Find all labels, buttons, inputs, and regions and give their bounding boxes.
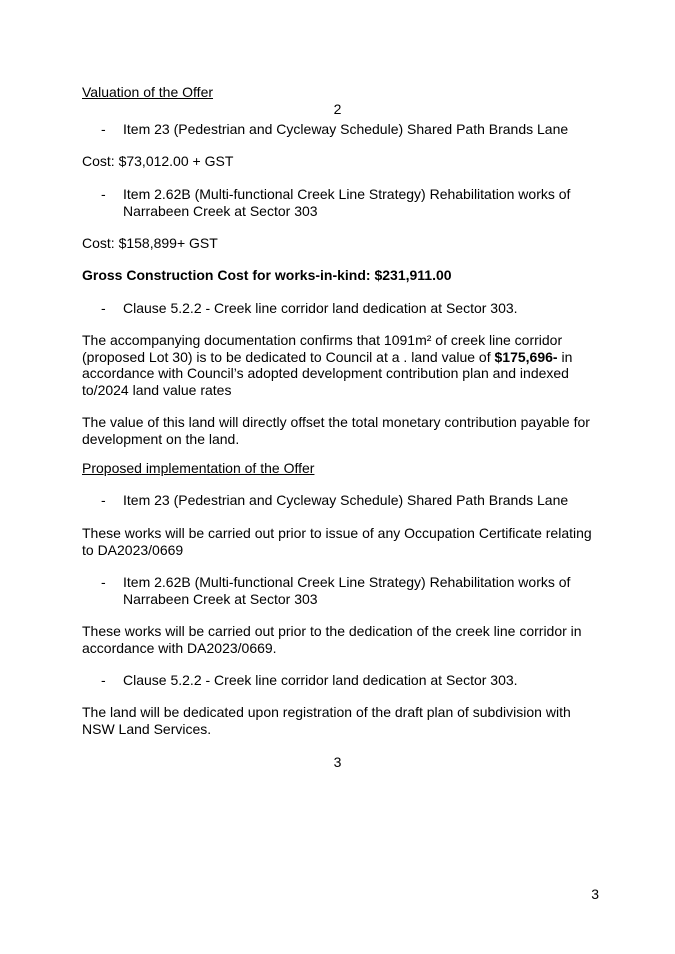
page-marker-2: 2 [333,101,342,117]
implementation-text-3: The land will be dedicated upon registration of the draft plan of subdivision with NSW Land Services. [82,704,571,737]
land-dedication-paragraph [82,332,602,398]
gross-construction-cost: Gross Construction Cost for works-in-kind: $231,911.00 [82,267,452,283]
bullet-dash: - [101,574,106,590]
implementation-item-23: Item 23 (Pedestrian and Cycleway Schedule) Shared Path Brands Lane [123,492,569,508]
bullet-dash: - [101,672,106,688]
bullet-dash: - [101,121,106,137]
bullet-dash: - [101,186,106,202]
implementation-text-1: These works will be carried out prior to issue of any Occupation Certificate relating to DA2023/0669 [82,525,592,558]
valuation-clause-5-2-2: Clause 5.2.2 - Creek line corridor land dedication at Sector 303. [123,300,518,316]
land-dedication-text-a: The accompanying documentation confirms that 1091m² of creek line corridor (proposed Lot 30) is to be dedicated to Council at a . land value of [82,332,563,365]
bullet-dash: - [101,300,106,316]
valuation-cost-2: Cost: $158,899+ GST [82,235,218,251]
land-dedication-text-b: in accordance with Council’s adopted development contribution plan and indexed to/2024 land value rates [82,348,573,398]
valuation-cost-1: Cost: $73,012.00 + GST [82,153,234,169]
implementation-item-2-62b: Item 2.62B (Multi-functional Creek Line Strategy) Rehabilitation works of Narrabeen Creek at Sector 303 [123,574,571,607]
valuation-heading: Valuation of the Offer [82,84,214,100]
implementation-heading: Proposed implementation of the Offer [82,460,315,476]
page-marker-3: 3 [333,754,342,770]
implementation-text-2: These works will be carried out prior to the dedication of the creek line corridor in accordance with DA2023/0669. [82,623,582,656]
offset-paragraph: The value of this land will directly offset the total monetary contribution payable for development on the land. [82,414,590,447]
valuation-item-23: Item 23 (Pedestrian and Cycleway Schedule) Shared Path Brands Lane [123,121,569,137]
page-number: 3 [591,886,599,902]
land-value-amount: $175,696- [494,348,558,365]
valuation-item-2-62b: Item 2.62B (Multi-functional Creek Line Strategy) Rehabilitation works of Narrabeen Creek at Sector 303 [123,186,571,219]
implementation-clause-5-2-2: Clause 5.2.2 - Creek line corridor land dedication at Sector 303. [123,672,518,688]
bullet-dash: - [101,492,106,508]
